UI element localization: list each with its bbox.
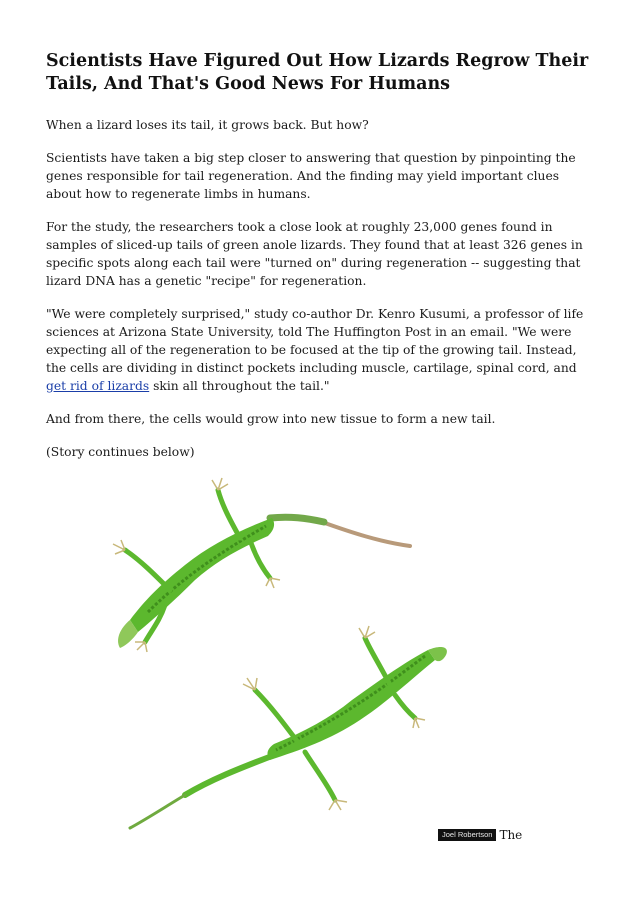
photo-credit-row	[438, 828, 522, 842]
story-continues-note: (Story continues below)	[46, 445, 195, 459]
caption-start: The	[499, 828, 523, 842]
quote-text-start: "We were completely surprised," study co-author Dr. Kenro Kusumi, a professor of life sciences at Arizona State University, told The Huffington Post in an email. "We were expecting all of the regeneration to be focused at the tip of the growing tail. Instead, the cells are dividing in distinct pockets including muscle, cartilage, spinal cord, and	[46, 307, 584, 375]
article-body	[46, 50, 596, 476]
photo-credit: Joel Robertson	[438, 829, 496, 841]
article-title: Scientists Have Figured Out How Lizards Regrow Their Tails, And That's Good News For Humans	[46, 51, 589, 94]
paragraph-findings: Scientists have taken a big step closer to answering that question by pinpointing the genes responsible for tail regeneration. And the finding may yield important clues about how to regenerate limbs in humans.	[46, 151, 576, 201]
top-lizard	[113, 478, 410, 652]
paragraph-tissue: And from there, the cells would grow into new tissue to form a new tail.	[46, 412, 496, 426]
quote-text-end: skin all throughout the tail."	[149, 379, 330, 393]
lizards-photo	[90, 450, 480, 870]
paragraph-intro: When a lizard loses its tail, it grows back. But how?	[46, 118, 369, 132]
paragraph-quote	[46, 305, 596, 395]
bottom-lizard	[130, 626, 447, 828]
lizards-link[interactable]: get rid of lizards	[46, 379, 150, 393]
paragraph-study: For the study, the researchers took a close look at roughly 23,000 genes found in samples of sliced-up tails of green anole lizards. They found that at least 326 genes in specific spots along each tail were "turned on" during regeneration -- suggesting that lizard DNA has a genetic "recipe" for regeneration.	[46, 220, 583, 288]
